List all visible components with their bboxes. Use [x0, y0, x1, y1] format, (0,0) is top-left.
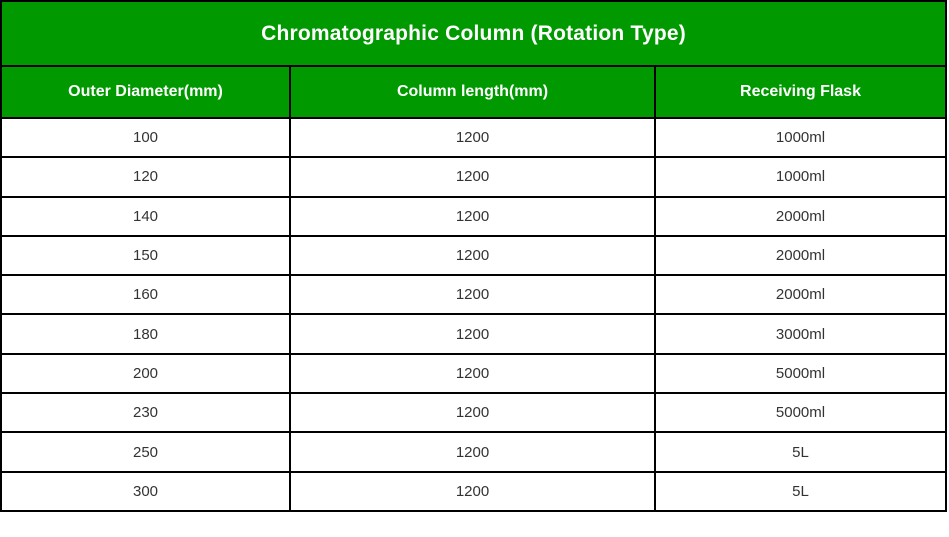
table-cell: 2000ml: [655, 236, 946, 275]
table-title: Chromatographic Column (Rotation Type): [1, 1, 946, 66]
table-row: [1, 157, 946, 196]
table-cell: 1200: [290, 197, 655, 236]
table-cell: 250: [1, 432, 290, 471]
table-cell: 2000ml: [655, 275, 946, 314]
title-row: [1, 1, 946, 66]
column-header: Column length(mm): [290, 66, 655, 118]
table-cell: 5000ml: [655, 393, 946, 432]
table-cell: 1000ml: [655, 157, 946, 196]
table-cell: 180: [1, 314, 290, 353]
table-cell: 1200: [290, 314, 655, 353]
table-cell: 120: [1, 157, 290, 196]
table-cell: 5000ml: [655, 354, 946, 393]
table-cell: 1200: [290, 118, 655, 157]
table-cell: 1200: [290, 472, 655, 511]
table-cell: 1200: [290, 236, 655, 275]
table-row: [1, 393, 946, 432]
table-row: [1, 432, 946, 471]
table-row: [1, 197, 946, 236]
table-cell: 160: [1, 275, 290, 314]
table-cell: 1000ml: [655, 118, 946, 157]
table-cell: 3000ml: [655, 314, 946, 353]
table-cell: 5L: [655, 472, 946, 511]
table-body: [1, 118, 946, 511]
table-cell: 2000ml: [655, 197, 946, 236]
table-row: [1, 314, 946, 353]
table-cell: 5L: [655, 432, 946, 471]
table-cell: 1200: [290, 157, 655, 196]
table-cell: 140: [1, 197, 290, 236]
table-cell: 1200: [290, 275, 655, 314]
table-row: [1, 118, 946, 157]
table-cell: 1200: [290, 432, 655, 471]
table-cell: 1200: [290, 393, 655, 432]
column-header: Outer Diameter(mm): [1, 66, 290, 118]
table-cell: 1200: [290, 354, 655, 393]
table-cell: 150: [1, 236, 290, 275]
table-row: [1, 275, 946, 314]
table-cell: 100: [1, 118, 290, 157]
column-header: Receiving Flask: [655, 66, 946, 118]
table-row: [1, 472, 946, 511]
table-cell: 300: [1, 472, 290, 511]
column-header-row: [1, 66, 946, 118]
table-row: [1, 354, 946, 393]
table-row: [1, 236, 946, 275]
table-cell: 230: [1, 393, 290, 432]
table-cell: 200: [1, 354, 290, 393]
